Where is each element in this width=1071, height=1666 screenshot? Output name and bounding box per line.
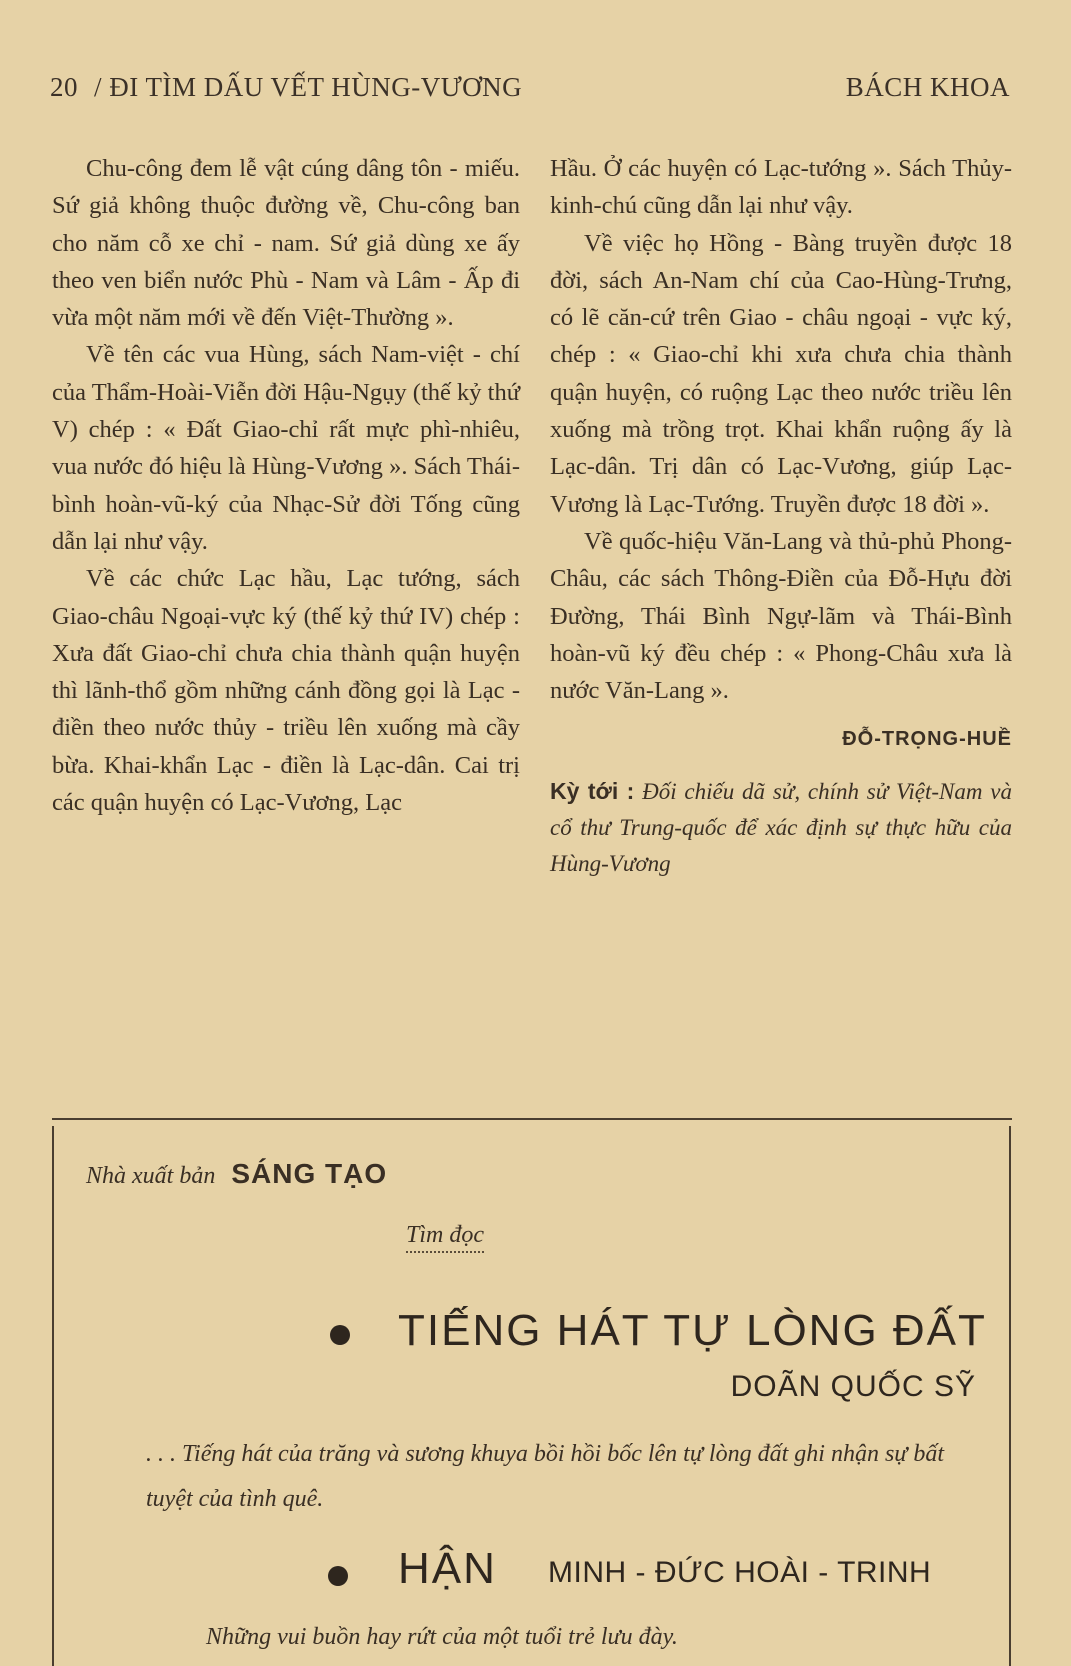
running-title: / ĐI TÌM DẤU VẾT HÙNG-VƯƠNG xyxy=(94,72,523,102)
article-paragraph: Về các chức Lạc hầu, Lạc tướng, sách Giao-châu Ngoại-vực ký (thế kỷ thứ IV) chép : Xưa đất Giao-chỉ chưa chia thành quận huyện thì lãnh-thổ gồm những cánh đồng gọi là Lạc - điền theo nước thủy - triều lên xuống mà cầy bừa. Khai-khẩn Lạc - điền là Lạc-dân. Cai trị các quận huyện có Lạc-Vương, Lạc xyxy=(52,565,520,817)
book-title: TIẾNG HÁT TỰ LÒNG ĐẤT xyxy=(398,1306,987,1355)
next-issue-label: Kỳ tới : xyxy=(550,777,635,804)
book-description: Những vui buồn hay rứt của một tuổi trẻ lưu đày. xyxy=(206,1624,678,1650)
book-author: MINH - ĐỨC HOÀI - TRINH xyxy=(548,1556,932,1589)
next-issue-note xyxy=(550,773,1012,882)
book-author: DOÃN QUỐC SỸ xyxy=(730,1370,976,1403)
book-title: HẬN xyxy=(398,1544,497,1593)
page-number: 20 xyxy=(50,72,78,102)
article-paragraph: Về quốc-hiệu Văn-Lang và thủ-phủ Phong-Châu, các sách Thông-Điền của Đỗ-Hựu đời Đường, Thái Bình Ngự-lãm và Thái-Bình hoàn-vũ ký đều chép : « Phong-Châu xưa là nước Văn-Lang ». xyxy=(550,527,1012,705)
publisher-line xyxy=(86,1158,387,1190)
publisher-name: SÁNG TẠO xyxy=(231,1158,388,1189)
advert-right-border xyxy=(1009,1126,1011,1666)
running-header xyxy=(50,72,1010,112)
article-right-column xyxy=(550,150,1012,882)
article-paragraph: Về việc họ Hồng - Bàng truyền được 18 đời, sách An-Nam chí của Cao-Hùng-Trưng, có lẽ căn-cứ trên Giao - châu ngoại - vực ký, chép : « Giao-chỉ khi xưa chưa chia thành quận huyện, có ruộng Lạc theo nước triều lên xuống mà trồng trọt. Khai khẩn ruộng ấy là Lạc-dân. Trị dân có Lạc-Vương, giúp Lạc-Vương là Lạc-Tướng. Truyền được 18 đời ». xyxy=(550,229,1012,518)
book-description: . . . Tiếng hát của trăng và sương khuya bồi hồi bốc lên tự lòng đất ghi nhận sự bất tuyệt của tình quê. xyxy=(146,1441,945,1512)
article-paragraph: Về tên các vua Hùng, sách Nam-việt - chí của Thẩm-Hoài-Viễn đời Hậu-Ngụy (thế kỷ thứ V) chép : « Đất Giao-chỉ rất mực phì-nhiêu, vua nước đó hiệu là Hùng-Vương ». Sách Thái-bình hoàn-vũ-ký của Nhạc-Sử đời Tống cũng dẫn lại như vậy. xyxy=(52,341,520,555)
magazine-name: BÁCH KHOA xyxy=(845,72,1010,102)
advert-top-rule xyxy=(52,1118,1012,1120)
next-issue-text: Đối chiếu dã sử, chính sử Việt-Nam và cổ thư Trung-quốc để xác định sự thực hữu của Hùng-Vương xyxy=(550,778,1013,876)
read-label: Tìm đọc xyxy=(406,1222,484,1253)
bullet-icon xyxy=(328,1566,348,1586)
article-paragraph: Chu-công đem lễ vật cúng dâng tôn - miếu. Sứ giả không thuộc đường về, Chu-công ban cho năm cỗ xe chỉ - nam. Sứ giả dùng xe ấy theo ven biển nước Phù - Nam và Lâm - Ấp đi vừa một năm mới về đến Việt-Thường ». xyxy=(52,155,520,332)
publisher-prefix: Nhà xuất bản xyxy=(86,1163,216,1189)
advert-left-border xyxy=(52,1126,54,1666)
article-paragraph: Hầu. Ở các huyện có Lạc-tướng ». Sách Thủy-kinh-chú cũng dẫn lại như vậy. xyxy=(550,155,1012,220)
article-left-column xyxy=(52,150,520,821)
bullet-icon xyxy=(330,1325,350,1345)
author-signature: ĐỖ-TRỌNG-HUỀ xyxy=(842,728,1012,751)
